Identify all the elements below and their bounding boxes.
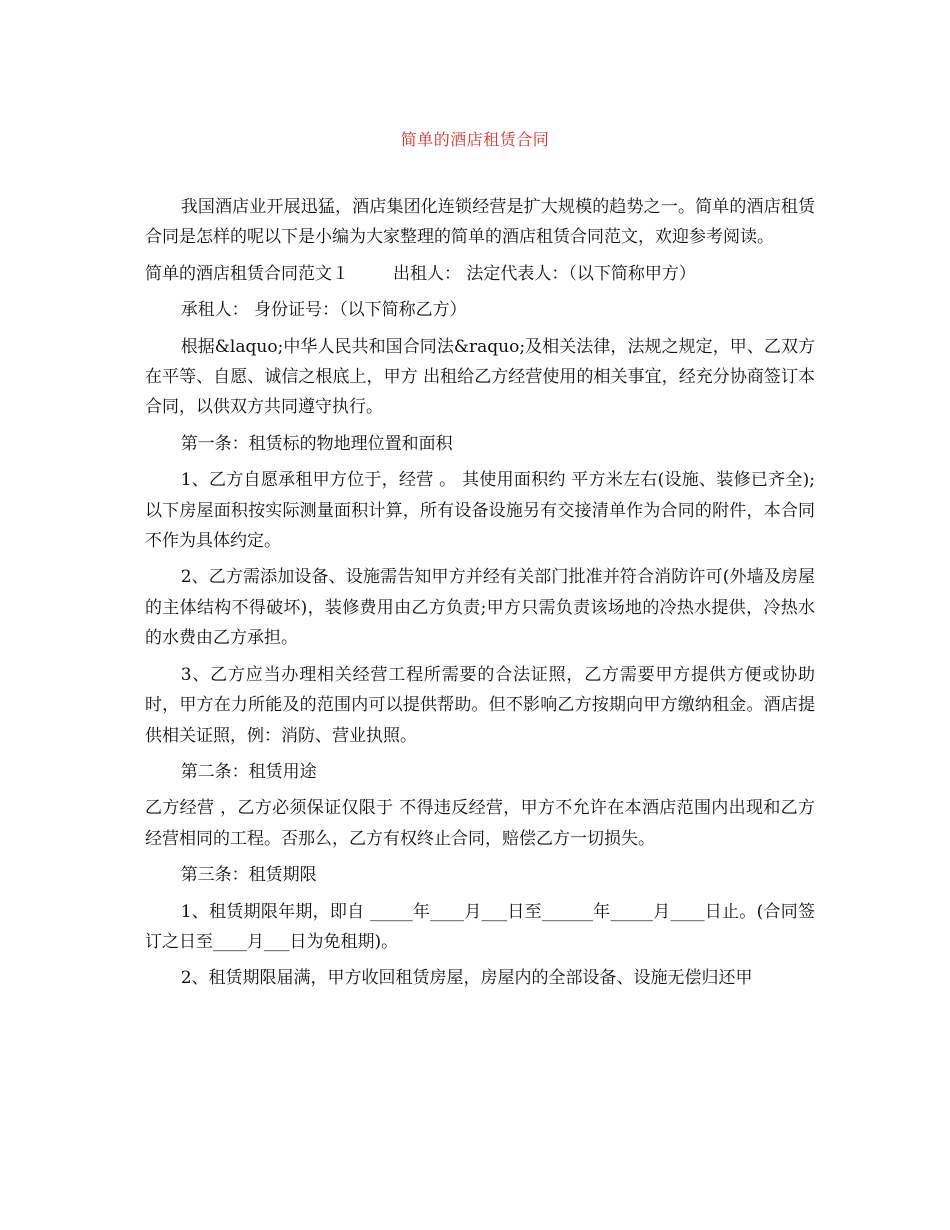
document-body <box>145 192 815 1000</box>
article1-item1: 1、乙方自愿承租甲方位于，经营 。 其使用面积约 平方米左右(设施、装修已齐全);以下房屋面积按实际测量面积计算，所有设备设施另有交接清单作为合同的附件，本合同不作为具体约定。 <box>145 470 815 552</box>
article3-title: 第三条：租赁期限 <box>180 865 317 886</box>
document-title: 简单的酒店租赁合同 <box>400 130 550 149</box>
intro-paragraph: 我国酒店业开展迅猛，酒店集团化连锁经营是扩大规模的趋势之一。简单的酒店租赁合同是怎样的呢以下是小编为大家整理的简单的酒店租赁合同范文，欢迎参考阅读。 <box>145 197 815 248</box>
article2-body: 乙方经营 ，乙方必须保证仅限于 不得违反经营，甲方不允许在本酒店范围内出现和乙方经营相同的工程。否那么，乙方有权终止合同，赔偿乙方一切损失。 <box>145 798 815 849</box>
article3-item1: 1、租赁期限年期，即自 _____年____月___日至______年_____月____日止。(合同签订之日至____月___日为免租期)。 <box>145 901 815 952</box>
article3-item2: 2、租赁期限届满，甲方收回租赁房屋，房屋内的全部设备、设施无偿归还甲 <box>180 968 753 989</box>
article1-item2: 2、乙方需添加设备、设施需告知甲方并经有关部门批准并符合消防许可(外墙及房屋的主体结构不得破坏)，装修费用由乙方负责;甲方只需负责该场地的冷热水提供，冷热水的水费由乙方承担。 <box>145 567 815 649</box>
basis-paragraph: 根据&laquo;中华人民共和国合同法&raquo;及相关法律，法规之规定，甲、乙双方在平等、自愿、诚信之根底上，甲方 出租给乙方经营使用的相关事宜，经充分协商签订本合同，以供双方共同遵守执行。 <box>145 336 815 418</box>
lessee-line: 承租人： 身份证号：（以下简称乙方） <box>180 300 467 321</box>
heading-line-part2: 出租人： 法定代表人：（以下简称甲方） <box>393 263 696 284</box>
heading-line-part1: 简单的酒店租赁合同范文１ <box>145 263 349 284</box>
article1-title: 第一条：租赁标的物地理位置和面积 <box>180 433 453 454</box>
article2-title: 第二条：租赁用途 <box>180 761 317 782</box>
article1-item3: 3、乙方应当办理相关经营工程所需要的合法证照，乙方需要甲方提供方便或协助时，甲方在力所能及的范围内可以提供帮助。但不影响乙方按期向甲方缴纳租金。酒店提供相关证照，例：消防、营业执照。 <box>145 664 815 746</box>
heading-line <box>145 259 815 289</box>
